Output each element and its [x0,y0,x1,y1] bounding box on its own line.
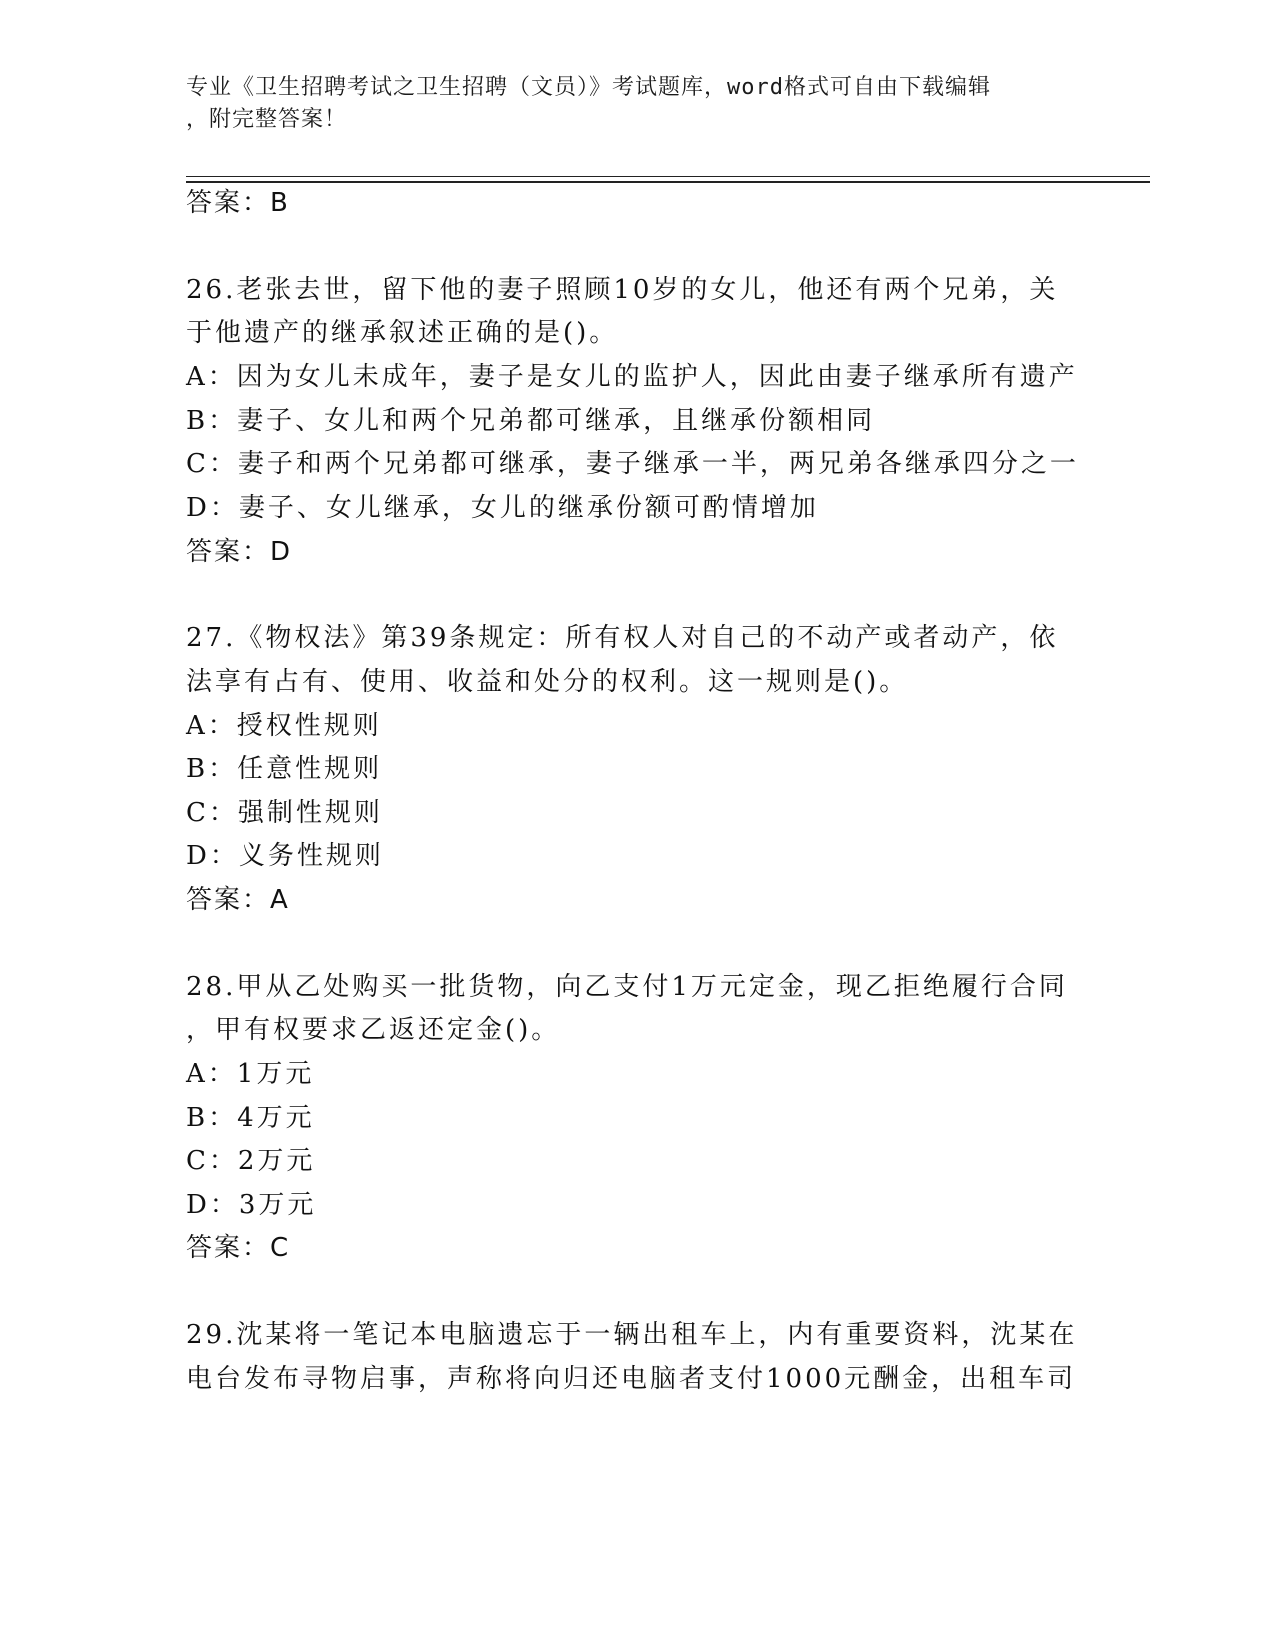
answer-27: 答案：A [186,885,290,915]
header-divider-thin [186,176,1150,177]
question-26-option-a: A：因为女儿未成年，妻子是女儿的监护人，因此由妻子继承所有遗产 [186,362,1078,392]
question-28-stem-line-2: ，甲有权要求乙返还定金()。 [186,1015,561,1045]
question-28-option-b: B：4万元 [186,1103,315,1133]
question-29-stem-line-2: 电台发布寻物启事，声称将向归还电脑者支付1000元酬金，出租车司 [186,1364,1077,1394]
question-26-stem-line-1: 26.老张去世，留下他的妻子照顾10岁的女儿，他还有两个兄弟，关 [186,275,1059,305]
question-26-stem-line-2: 于他遗产的继承叙述正确的是()。 [186,318,619,348]
question-26-option-b: B：妻子、女儿和两个兄弟都可继承，且继承份额相同 [186,406,876,436]
question-28-option-c: C：2万元 [186,1146,316,1176]
question-27-option-d: D：义务性规则 [186,841,384,871]
header-line-1: 专业《卫生招聘考试之卫生招聘（文员）》考试题库，word格式可自由下载编辑 [186,75,991,100]
question-28-option-a: A：1万元 [186,1059,315,1089]
question-27-option-a: A：授权性规则 [186,711,382,741]
question-26-option-c: C：妻子和两个兄弟都可继承，妻子继承一半，两兄弟各继承四分之一 [186,449,1079,479]
question-28-stem-line-1: 28.甲从乙处购买一批货物，向乙支付1万元定金，现乙拒绝履行合同 [186,972,1068,1002]
question-27-stem-line-1: 27.《物权法》第39条规定：所有权人对自己的不动产或者动产，依 [186,623,1059,653]
question-28-option-d: D：3万元 [186,1190,317,1220]
answer-26: 答案：D [186,537,293,567]
document-header [186,72,1066,136]
question-26-option-d: D：妻子、女儿继承，女儿的继承份额可酌情增加 [186,493,819,523]
header-line-2: ，附完整答案！ [186,107,348,132]
answer-25: 答案：B [186,188,290,218]
header-divider-thick [186,181,1150,183]
answer-28: 答案：C [186,1233,291,1263]
question-27-option-c: C：强制性规则 [186,798,383,828]
question-27-option-b: B：任意性规则 [186,754,383,784]
question-29-stem-line-1: 29.沈某将一笔记本电脑遗忘于一辆出租车上，内有重要资料，沈某在 [186,1320,1078,1350]
question-27-stem-line-2: 法享有占有、使用、收益和处分的权利。这一规则是()。 [186,667,909,697]
